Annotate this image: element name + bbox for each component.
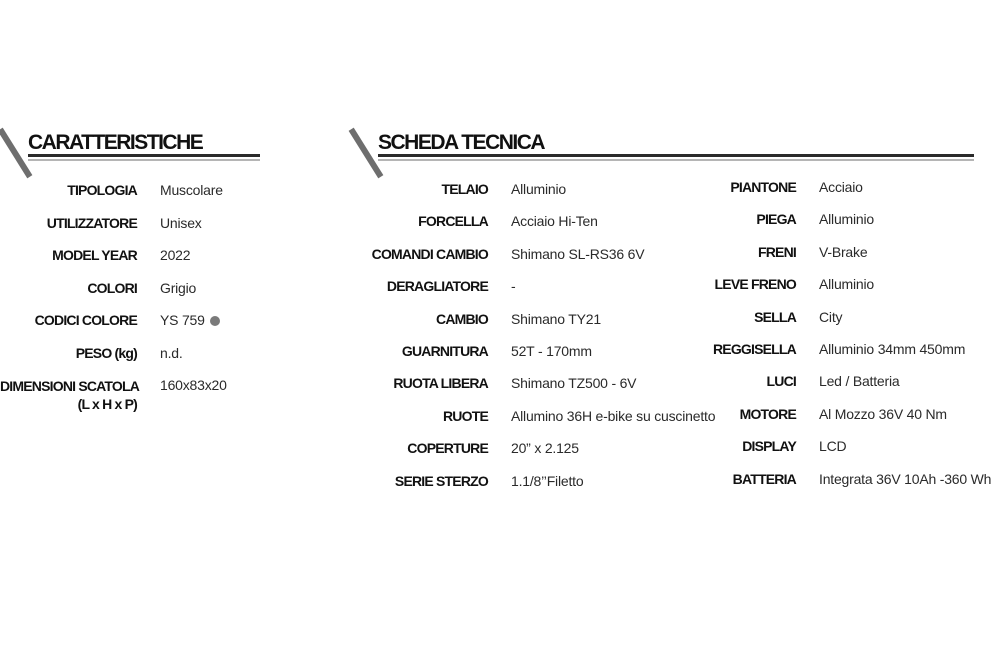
spec-label-text: COMANDI CAMBIO	[371, 245, 488, 262]
spec-label-text: DIMENSIONI SCATOLA	[0, 378, 140, 394]
spec-label-text: BATTERIA	[732, 470, 796, 487]
spec-label	[646, 341, 796, 357]
spec-label-text-line2: (L x H x P)	[77, 396, 137, 412]
spec-label-text: TIPOLOGIA	[67, 182, 137, 198]
spec-label	[646, 373, 796, 389]
scheda-tecnica-title: SCHEDA TECNICA	[378, 131, 545, 154]
spec-label	[646, 309, 796, 325]
spec-row-luci	[0, 373, 1000, 397]
spec-label-text: PIANTONE	[730, 179, 796, 195]
spec-label-text: SELLA	[754, 308, 796, 325]
spec-value-text: LCD	[819, 438, 847, 455]
spec-row-piega	[0, 211, 1000, 235]
spec-row-sella	[0, 309, 1000, 333]
spec-value-text: n.d.	[160, 344, 183, 361]
spec-label-text: REGGISELLA	[712, 341, 796, 357]
spec-label-text: COLORI	[87, 279, 137, 296]
spec-value-text: Grigio	[160, 279, 197, 296]
spec-row-leve-freno	[0, 276, 1000, 300]
caratteristiche-rule	[28, 154, 260, 157]
spec-value	[819, 244, 867, 260]
caratteristiche-title: CARATTERISTICHE	[28, 131, 203, 154]
spec-label-text: CODICI COLORE	[34, 312, 137, 328]
spec-label-text: PESO (kg)	[75, 344, 137, 361]
spec-label-text: RUOTE	[442, 407, 488, 424]
spec-row-freni	[0, 244, 1000, 268]
spec-label-text: TELAIO	[441, 181, 488, 197]
spec-label-text: SERIE STERZO	[394, 472, 488, 489]
spec-row-reggisella	[0, 341, 1000, 365]
spec-label-text: CAMBIO	[436, 310, 488, 327]
spec-value-text: 52T - 170mm	[511, 343, 592, 359]
spec-value-text: Shimano TY21	[511, 310, 601, 327]
spec-value-text: Alluminio	[511, 181, 566, 197]
spec-row-batteria	[0, 471, 1000, 495]
spec-label-text: PIEGA	[756, 211, 796, 228]
spec-label	[646, 244, 796, 260]
spec-value-text: Acciaio Hi-Ten	[511, 213, 598, 230]
spec-value-text: 20” x 2.125	[511, 440, 579, 457]
spec-label-text: MOTORE	[739, 405, 796, 422]
spec-value	[819, 211, 874, 227]
caratteristiche-rule-light	[28, 159, 260, 161]
spec-label	[646, 471, 796, 487]
spec-value-text: Shimano SL-RS36 6V	[511, 245, 645, 262]
spec-value	[819, 309, 842, 325]
spec-value-text: Acciaio	[819, 179, 863, 195]
spec-value-text: -	[511, 278, 516, 295]
spec-label-text: FRENI	[757, 243, 796, 260]
spec-label	[646, 211, 796, 227]
spec-label-text: MODEL YEAR	[52, 247, 137, 263]
spec-value-text: Unisex	[160, 214, 202, 231]
spec-value-text: Shimano TZ500 - 6V	[511, 375, 637, 392]
spec-label-text: GUARNITURA	[401, 343, 488, 359]
spec-label-text: COPERTURE	[407, 440, 488, 457]
spec-value	[819, 406, 947, 422]
spec-row-motore	[0, 406, 1000, 430]
spec-label	[646, 438, 796, 454]
spec-value-text: Alluminio 34mm 450mm	[819, 341, 966, 357]
spec-label-text: LEVE FRENO	[714, 276, 796, 293]
spec-value-text: Alluminio	[819, 211, 874, 228]
spec-label-text: UTILIZZATORE	[46, 214, 137, 231]
spec-value-text: 160x83x20	[160, 377, 227, 393]
spec-value-text: Led / Batteria	[819, 373, 900, 390]
spec-row-display	[0, 438, 1000, 462]
spec-value-text: 1.1/8’’Filetto	[511, 472, 584, 489]
spec-value	[819, 373, 899, 389]
spec-value-text: V-Brake	[819, 243, 868, 260]
scheda-tecnica-rule	[378, 154, 974, 157]
spec-value	[819, 341, 965, 357]
spec-value	[819, 438, 846, 454]
spec-label-text: FORCELLA	[418, 213, 488, 230]
spec-label-text: DERAGLIATORE	[386, 278, 488, 295]
spec-value	[819, 179, 863, 195]
spec-label	[646, 406, 796, 422]
spec-value-text: 2022	[160, 247, 191, 263]
spec-value-text: Allumino 36H e-bike su cuscinetto	[511, 407, 716, 424]
spec-value-text: YS 759	[160, 312, 205, 328]
spec-value-text: Alluminio	[819, 276, 874, 293]
spec-value-text: City	[819, 308, 843, 325]
spec-row-piantone	[0, 179, 1000, 203]
spec-label-text: RUOTA LIBERA	[393, 375, 488, 392]
spec-value-text: Integrata 36V 10Ah -360 Wh	[819, 470, 992, 487]
spec-value	[819, 471, 991, 487]
spec-value	[819, 276, 874, 292]
spec-label-text: DISPLAY	[742, 438, 796, 455]
spec-label-text: LUCI	[766, 373, 796, 390]
spec-value-text: Muscolare	[160, 182, 223, 198]
spec-label	[646, 179, 796, 195]
spec-label	[646, 276, 796, 292]
spec-value-text: Al Mozzo 36V 40 Nm	[819, 405, 947, 422]
scheda-tecnica-rule-light	[378, 159, 974, 161]
